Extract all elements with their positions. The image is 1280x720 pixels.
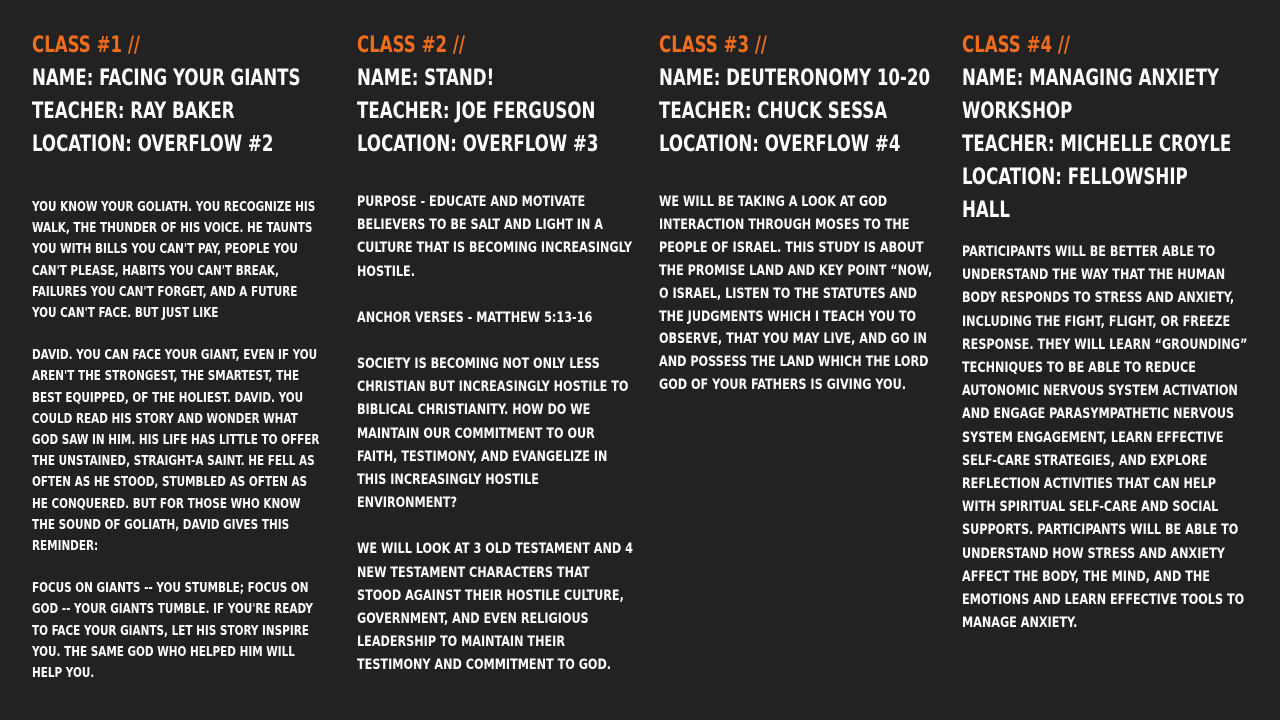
- class-2-column: [357, 29, 635, 678]
- class-4-location: LOCATION: FELLOWSHIP: [962, 165, 1188, 190]
- class-1-paragraph: FOCUS ON GIANTS -- YOU STUMBLE; FOCUS ON GOD -- YOUR GIANTS TUMBLE. IF YOU'RE READY TO FACE YOUR GIANTS, LET HIS STORY INSPIRE YOU. THE SAME GOD WHO HELPED HIM WILL HELP YOU.: [32, 581, 313, 682]
- class-2-paragraph: PURPOSE - EDUCATE AND MOTIVATE BELIEVERS TO BE SALT AND LIGHT IN A CULTURE THAT IS BECOMING INCREASINGLY HOSTILE.: [357, 194, 632, 280]
- class-2-paragraph: WE WILL LOOK AT 3 OLD TESTAMENT AND 4 NEW TESTAMENT CHARACTERS THAT STOOD AGAINST THEIR HOSTILE CULTURE, GOVERNMENT, AND EVEN RELIGIOUS LEADERSHIP TO MAINTAIN THEIR TESTIMONY AND COMMITMENT TO GOD.: [357, 541, 633, 674]
- class-3-number: CLASS #3 //: [659, 33, 767, 58]
- class-1-name: NAME: FACING YOUR GIANTS: [32, 66, 301, 91]
- class-1-paragraph: DAVID. YOU CAN FACE YOUR GIANT, EVEN IF YOU AREN'T THE STRONGEST, THE SMARTEST, THE BEST EQUIPPED, OF THE HOLIEST. DAVID. YOU COULD READ HIS STORY AND WONDER WHAT GOD SAW IN HIM. HIS LIFE HAS LITTLE TO OFFER THE UNSTAINED, STRAIGHT-A SAINT. HE FELL AS OFTEN AS HE STOOD, STUMBLED AS OFTEN AS HE CONQUERED. BUT FOR THOSE WHO KNOW THE SOUND OF GOLIATH, DAVID GIVES THIS REMINDER:: [32, 348, 320, 555]
- class-4-location-continued: HALL: [962, 198, 1010, 223]
- class-2-location: LOCATION: OVERFLOW #3: [357, 132, 599, 157]
- class-4-number: CLASS #4 //: [962, 33, 1070, 58]
- class-2-paragraph: SOCIETY IS BECOMING NOT ONLY LESS CHRISTIAN BUT INCREASINGLY HOSTILE TO BIBLICAL CHRISTIANITY. HOW DO WE MAINTAIN OUR COMMITMENT TO OUR FAITH, TESTIMONY, AND EVANGELIZE IN THIS INCREASINGLY HOSTILE ENVIRONMENT?: [357, 356, 629, 512]
- class-3-paragraph: WE WILL BE TAKING A LOOK AT GOD INTERACTION THROUGH MOSES TO THE PEOPLE OF ISRAEL. THIS STUDY IS ABOUT THE PROMISE LAND AND KEY POINT “NOW, O ISRAEL, LISTEN TO THE STATUTES AND THE JUDGMENTS WHICH I TEACH YOU TO OBSERVE, THAT YOU MAY LIVE, AND GO IN AND POSSESS THE LAND WHICH THE LORD GOD OF YOUR FATHERS IS GIVING YOU.: [659, 194, 933, 394]
- class-4-column: [962, 29, 1254, 635]
- class-1-column: [32, 29, 322, 684]
- class-4-description: [962, 241, 1254, 635]
- class-2-name: NAME: STAND!: [357, 66, 495, 91]
- class-1-paragraph: YOU KNOW YOUR GOLIATH. YOU RECOGNIZE HIS WALK, THE THUNDER OF HIS VOICE. HE TAUNTS YOU WITH BILLS YOU CAN'T PAY, PEOPLE YOU CAN'T PLEASE, HABITS YOU CAN'T BREAK, FAILURES YOU CAN'T FORGET, AND A FUTURE YOU CAN'T FACE. BUT JUST LIKE: [32, 200, 316, 322]
- class-3-column: [659, 29, 937, 397]
- class-3-location: LOCATION: OVERFLOW #4: [659, 132, 901, 157]
- class-4-teacher: TEACHER: MICHELLE CROYLE: [962, 132, 1232, 157]
- class-1-teacher: TEACHER: RAY BAKER: [32, 99, 235, 124]
- class-3-teacher: TEACHER: CHUCK SESSA: [659, 99, 888, 124]
- class-2-teacher: TEACHER: JOE FERGUSON: [357, 99, 596, 124]
- class-4-paragraph: PARTICIPANTS WILL BE BETTER ABLE TO UNDERSTAND THE WAY THAT THE HUMAN BODY RESPONDS TO STRESS AND ANXIETY, INCLUDING THE FIGHT, FLIGHT, OR FREEZE RESPONSE. THEY WILL LEARN “GROUNDING” TECHNIQUES TO BE ABLE TO REDUCE AUTONOMIC NERVOUS SYSTEM ACTIVATION AND ENGAGE PARASYMPATHETIC NERVOUS SYSTEM ENGAGEMENT, LEARN EFFECTIVE SELF-CARE STRATEGIES, AND EXPLORE REFLECTION ACTIVITIES THAT CAN HELP WITH SPIRITUAL SELF-CARE AND SOCIAL SUPPORTS. PARTICIPANTS WILL BE ABLE TO UNDERSTAND HOW STRESS AND ANXIETY AFFECT THE BODY, THE MIND, AND THE EMOTIONS AND LEARN EFFECTIVE TOOLS TO MANAGE ANXIETY.: [962, 244, 1248, 632]
- class-1-location: LOCATION: OVERFLOW #2: [32, 132, 274, 157]
- class-1-description: [32, 197, 322, 684]
- class-3-description: [659, 191, 937, 397]
- class-2-number: CLASS #2 //: [357, 33, 465, 58]
- class-4-name-continued: WORKSHOP: [962, 99, 1073, 124]
- class-4-name: NAME: MANAGING ANXIETY: [962, 66, 1220, 91]
- class-3-name: NAME: DEUTERONOMY 10-20: [659, 66, 931, 91]
- class-2-description: [357, 191, 635, 678]
- class-2-paragraph: ANCHOR VERSES - MATTHEW 5:13-16: [357, 309, 593, 326]
- class-1-number: CLASS #1 //: [32, 33, 140, 58]
